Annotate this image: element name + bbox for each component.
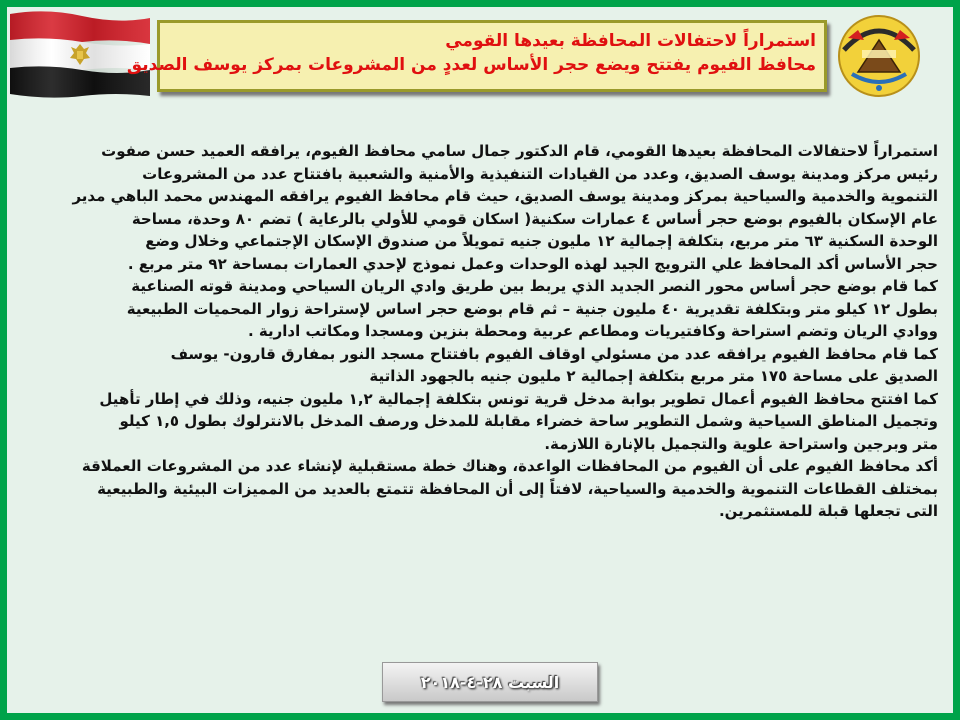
article-line: كما افتتح محافظ الفيوم أعمال تطوير بوابة مدخل قرية تونس بتكلفة إجمالية ١,٢ مليون جنيه، وذلك في إطار تأهيل (99, 389, 938, 408)
article-line: استمراراً لاحتفالات المحافظة بعيدها القومي، قام الدكتور جمال سامي محافظ الفيوم، يرافقه العميد حسن صفوت (101, 142, 938, 160)
date-text: السبت ٢٨-٤-٢٠١٨ (420, 672, 560, 692)
date-badge (382, 662, 598, 702)
article-line: التى تجعلها قبلة للمستثمرين. (718, 502, 938, 520)
article-line: ووادي الريان وتضم استراحة وكافتيريات ومطاعم عربية ومحطة بنزين ومسجدا ومكاتب ادارية . (247, 322, 938, 340)
article-line: حجر الأساس أكد المحافظ علي الترويج الجيد لهذه الوحدات وعمل نموذج لإحدي العمارات بمساحة ٩٢ متر مربع . (127, 254, 938, 273)
article-line: بطول ١٢ كيلو متر وبتكلفة تقديرية ٤٠ مليون جنية – ثم قام بوضع حجر اساس لإستراحة زوار المحميات الطبيعية (126, 299, 938, 318)
article-line: كما قام محافظ الفيوم يرافقه عدد من مسئولي اوقاف الفيوم بافتتاح مسجد النور بمفارق قارون- يوسف (170, 344, 938, 363)
headline-line-1: استمراراً لاحتفالات المحافظة بعيدها القومي (445, 31, 816, 51)
article-line: الصديق على مساحة ١٧٥ متر مربع بتكلفة إجمالية ٢ مليون جنيه بالجهود الذاتية (369, 367, 938, 385)
article-line: وتجميل المناطق السياحية وشمل التطوير ساحة خضراء مقابلة للمدخل ورصف المدخل بالانترلوك بطول ١,٥ كيلو (119, 412, 938, 430)
article-line: كما قام بوضع حجر أساس محور النصر الجديد الذي يربط بين طريق وادي الريان السياحي ومدينة قوته الصناعية (131, 277, 938, 295)
article-line: رئيس مركز ومدينة يوسف الصديق، وعدد من القيادات التنفيذية والأمنية والشعبية بافتتاح عدد من المشروعات (142, 164, 938, 183)
article-line: التنموية والخدمية والسياحية بمركز ومدينة يوسف الصديق، حيث قام محافظ الفيوم يرافقه المهندس محمد الباهي مدير (72, 187, 938, 205)
article-line: أكد محافظ الفيوم على أن الفيوم من المحافظات الواعدة، وهناك خطة مستقبلية لإنشاء عدد من المشروعات العملاقة (81, 457, 938, 475)
article-body (32, 140, 938, 523)
fayoum-governorate-emblem-icon (834, 10, 924, 102)
article-line: بمختلف القطاعات التنموية والخدمية والسياحية، لافتاً إلى أن المحافظة تتمتع بالعديد من المميزات البيئية والطبيعية (97, 479, 938, 498)
headline-line-2: محافظ الفيوم يفتتح ويضع حجر الأساس لعددٍ من المشروعات بمركز يوسف الصديق (126, 55, 816, 75)
article-line: عام الإسكان بالفيوم بوضع حجر أساس ٤ عمارات سكنية( اسكان قومي للأولي بالرعاية ) تضم ٨٠ وحدة، مساحة (131, 209, 938, 228)
article-line: الوحدة السكنية ٦٣ متر مربع، بتكلفة إجمالية ١٢ مليون جنيه تمويلاً من صندوق الإسكان الإجتماعي وخلال وضع (145, 232, 938, 250)
headline-box (126, 20, 827, 92)
article-line: متر وبرجين واستراحة علوية والتجميل بالإنارة اللازمة. (544, 434, 938, 453)
